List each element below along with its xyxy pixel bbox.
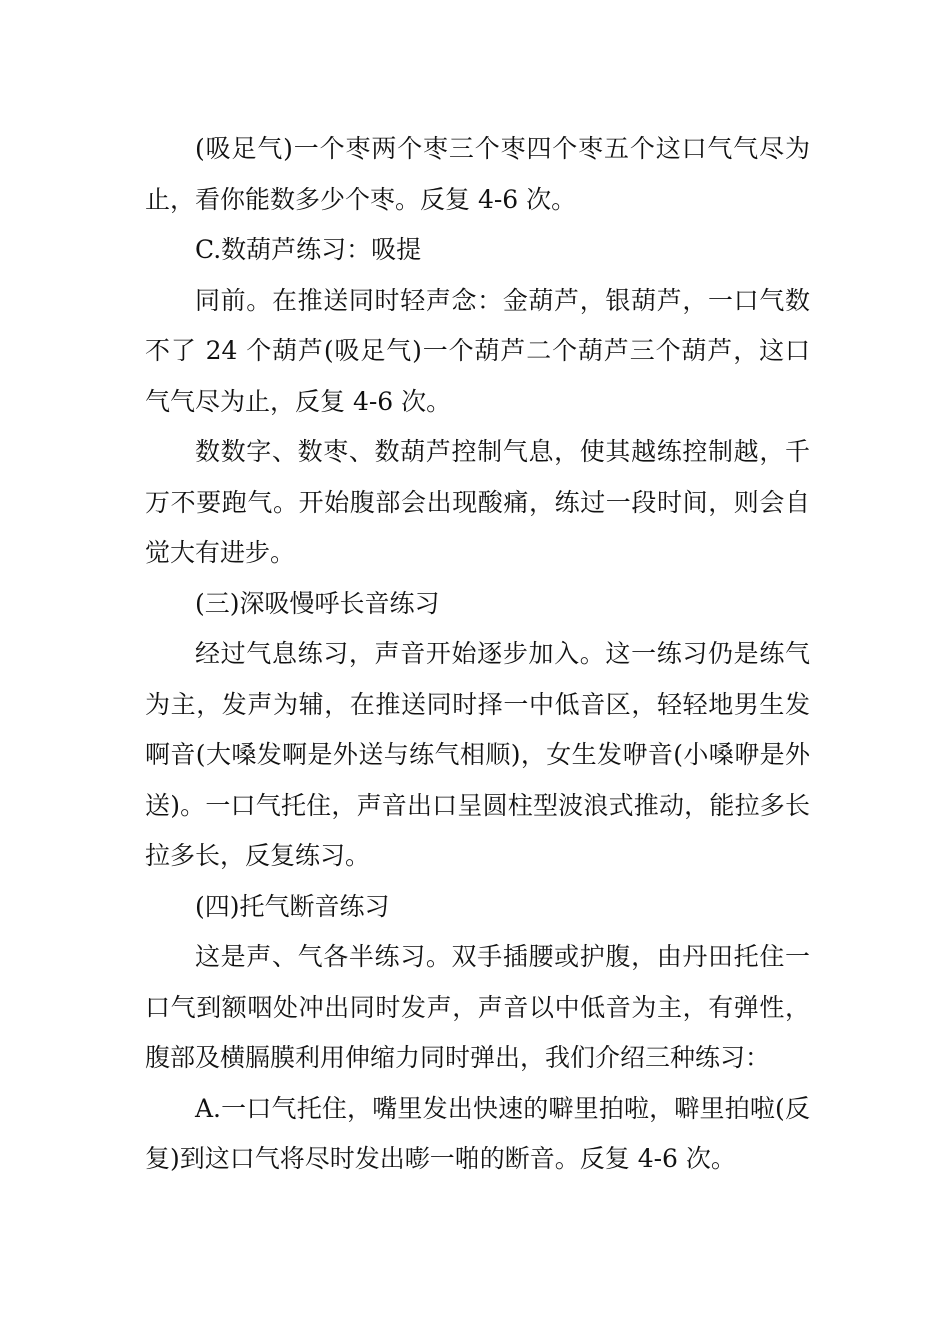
paragraph-staccato-practice: 这是声、气各半练习。双手插腰或护腹，由丹田托住一口气到额咽处冲出同时发声，声音以中低音为主，有弹性，腹部及横膈膜利用伸缩力同时弹出，我们介绍三种练习： xyxy=(145,942,810,1072)
paragraph-long-tone-practice: 经过气息练习，声音开始逐步加入。这一练习仍是练气为主，发声为辅，在推送同时择一中低音区，轻轻地男生发啊音(大嗓发啊是外送与练气相顺)，女生发咿音(小嗓咿是外送)。一口气托住，声音出口呈圆柱型波浪式推动，能拉多长拉多长，反复练习。 xyxy=(145,639,810,870)
document-body xyxy=(145,124,810,1185)
heading-count-gourds: C.数葫芦练习：吸提 xyxy=(195,235,422,264)
paragraph-exercise-a: A.一口气托住，嘴里发出快速的噼里拍啦，噼里拍啦(反复)到这口气将尽时发出嘭一啪的断音。反复 4-6 次。 xyxy=(145,1093,810,1173)
paragraph-count-gourds: 同前。在推送同时轻声念：金葫芦，银葫芦，一口气数不了 24 个葫芦(吸足气)一个葫芦二个葫芦三个葫芦，这口气气尽为止，反复 4-6 次。 xyxy=(145,285,810,416)
paragraph-count-dates-end: (吸足气)一个枣两个枣三个枣四个枣五个这口气气尽为止，看你能数多少个枣。反复 4-6 次。 xyxy=(145,134,810,214)
paragraph-breath-control-summary: 数数字、数枣、数葫芦控制气息，使其越练控制越，千万不要跑气。开始腹部会出现酸痛，练过一段时间，则会自觉大有进步。 xyxy=(145,437,810,567)
heading-staccato-practice: (四)托气断音练习 xyxy=(195,891,390,921)
heading-long-tone-practice: (三)深吸慢呼长音练习 xyxy=(195,588,440,618)
